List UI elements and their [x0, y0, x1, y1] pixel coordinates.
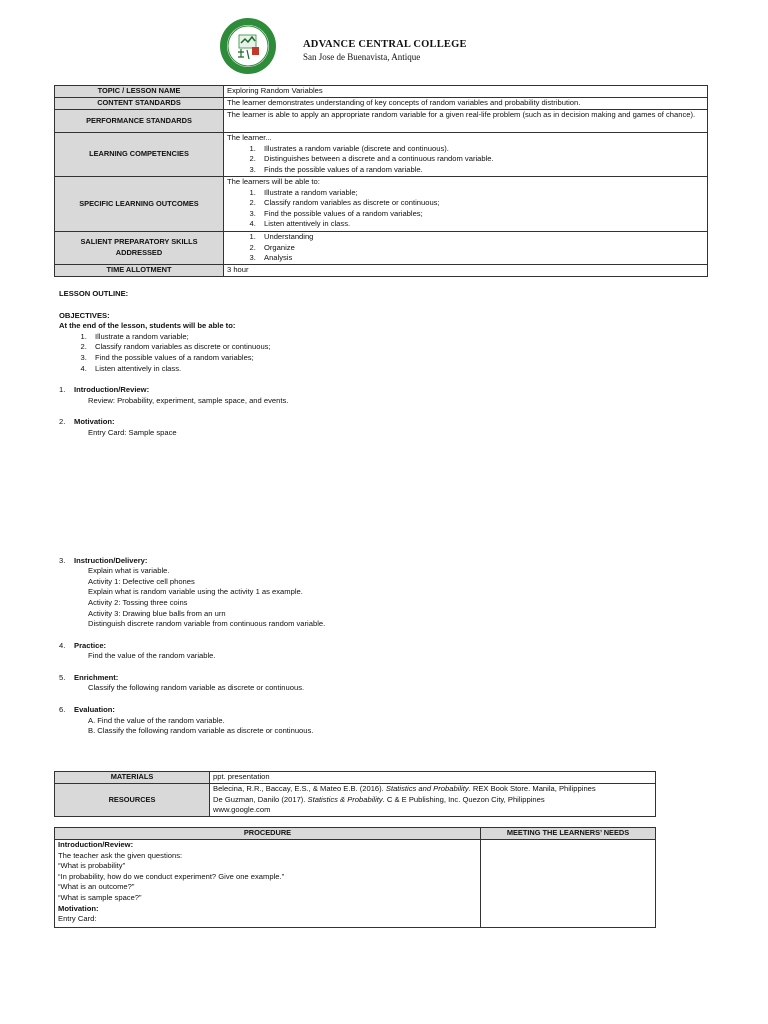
college-name: ADVANCE CENTRAL COLLEGE: [303, 39, 467, 50]
content-standards-row: [55, 98, 708, 110]
competencies-intro: The learner...: [227, 133, 272, 142]
section-number: 1.: [59, 385, 66, 395]
materials-table: [54, 771, 656, 817]
section-motivation: [59, 417, 699, 438]
section-line: Activity 2: Tossing three coins: [88, 597, 188, 607]
time-value: 3 hour: [224, 265, 708, 277]
lesson-outline: [59, 289, 699, 737]
list-item: 4. Listen attentively in class.: [89, 364, 699, 375]
section-line: Classify the following random variable as discrete or continuous.: [88, 683, 305, 693]
time-row: [55, 265, 708, 277]
intro-title: Introduction/Review:: [58, 840, 134, 849]
section-enrichment: [59, 673, 699, 694]
procedure-row: [55, 840, 656, 928]
section-evaluation: [59, 705, 699, 737]
resource-text: De Guzman, Danilo (2017).: [213, 794, 308, 804]
outcomes-intro: The learners will be able to:: [227, 177, 320, 186]
list-item: 1. Illustrates a random variable (discrete and continuous).: [258, 144, 704, 155]
college-location: San Jose de Buenavista, Antique: [303, 52, 421, 62]
section-line: Review: Probability, experiment, sample space, and events.: [88, 395, 289, 405]
procedure-line: “In probability, how do we conduct experiment? Give one example.”: [58, 871, 285, 881]
resource-title: Statistics & Probability: [307, 794, 383, 804]
objectives-list: [59, 332, 699, 374]
section-line: Explain what is variable.: [88, 566, 170, 576]
section-title: Practice:: [74, 640, 107, 650]
resources-label: RESOURCES: [55, 784, 210, 817]
content-standards-value: The learner demonstrates understanding of key concepts of random variables and probability distribution.: [224, 98, 708, 110]
topic-row: [55, 86, 708, 98]
skills-row: [55, 232, 708, 265]
materials-row: [55, 772, 656, 784]
performance-standards-row: [55, 110, 708, 133]
section-line: Find the value of the random variable.: [88, 651, 216, 661]
learners-needs-content: [481, 840, 656, 928]
list-item: 2. Classify random variables as discrete or continuous;: [258, 198, 704, 209]
resource-text: . REX Book Store. Manila, Philippines: [468, 784, 596, 793]
procedure-line: The teacher ask the given questions:: [58, 850, 183, 860]
list-item: 1. Illustrate a random variable;: [258, 188, 704, 199]
skills-value: [224, 232, 708, 265]
list-item: 3. Analysis: [258, 253, 704, 264]
resource-link[interactable]: www.google.com: [213, 805, 271, 815]
outcomes-value: [224, 177, 708, 232]
resource-text: Belecina, R.R., Baccay, E.S., & Mateo E.B. (2016).: [213, 784, 386, 793]
outcomes-row: [55, 177, 708, 232]
lesson-info-table: [54, 85, 708, 277]
outline-heading: LESSON OUTLINE:: [59, 289, 129, 298]
section-instruction: [59, 556, 699, 630]
resource-item: [213, 795, 652, 806]
section-introduction: [59, 385, 699, 406]
list-item: 4. Listen attentively in class.: [258, 219, 704, 230]
objectives-intro: At the end of the lesson, students will be able to:: [59, 321, 236, 331]
list-item: 1. Understanding: [258, 232, 704, 243]
entry-card-line: Entry Card:: [58, 914, 97, 924]
materials-label: MATERIALS: [55, 772, 210, 784]
section-title: Introduction/Review:: [74, 385, 150, 395]
section-number: 3.: [59, 555, 66, 565]
section-line: B. Classify the following random variable as discrete or continuous.: [88, 726, 314, 736]
resources-row: [55, 784, 656, 817]
resource-item: [213, 784, 652, 795]
college-seal-icon: [219, 17, 277, 75]
section-number: 2.: [59, 417, 66, 427]
resource-text: . C & E Publishing, Inc. Quezon City, Philippines: [382, 794, 545, 804]
section-title: Enrichment:: [74, 672, 119, 682]
section-line: A. Find the value of the random variable.: [88, 715, 225, 725]
procedure-line: “What is an outcome?”: [58, 882, 135, 892]
list-item: 2. Classify random variables as discrete or continuous;: [89, 342, 699, 353]
time-label: TIME ALLOTMENT: [55, 265, 224, 277]
resources-value: [210, 784, 656, 817]
procedure-line: “What is probability”: [58, 861, 126, 871]
section-number: 5.: [59, 672, 66, 682]
performance-standards-value: The learner is able to apply an appropriate random variable for a given real-life problem (such as in decision making and games of chance).: [224, 110, 708, 133]
section-line: Activity 1: Defective cell phones: [88, 576, 195, 586]
outcomes-label: SPECIFIC LEARNING OUTCOMES: [55, 177, 224, 232]
outcomes-list: [227, 188, 704, 230]
competencies-list: [227, 144, 704, 176]
objectives-heading: OBJECTIVES:: [59, 310, 110, 320]
competencies-label: LEARNING COMPETENCIES: [55, 133, 224, 177]
list-item: 3. Find the possible values of a random variables;: [89, 353, 699, 364]
topic-label: TOPIC / LESSON NAME: [55, 86, 224, 98]
performance-standards-label: PERFORMANCE STANDARDS: [55, 110, 224, 133]
section-title: Evaluation:: [74, 705, 115, 715]
skills-label: SALIENT PREPARATORY SKILLS ADDRESSED: [55, 232, 224, 265]
section-practice: [59, 641, 699, 662]
motivation-title: Motivation:: [58, 903, 99, 913]
section-line: Entry Card: Sample space: [88, 427, 177, 437]
list-item: 3. Finds the possible values of a random variable.: [258, 165, 704, 176]
section-title: Instruction/Delivery:: [74, 555, 148, 565]
section-line: Distinguish discrete random variable from continuous random variable.: [88, 619, 326, 629]
section-title: Motivation:: [74, 417, 115, 427]
competencies-row: [55, 133, 708, 177]
procedure-table: [54, 827, 656, 928]
procedure-content: [55, 840, 481, 928]
learners-needs-header: MEETING THE LEARNERS’ NEEDS: [481, 828, 656, 840]
materials-value: ppt. presentation: [210, 772, 656, 784]
procedure-line: “What is sample space?”: [58, 892, 142, 902]
procedure-header: PROCEDURE: [55, 828, 481, 840]
skills-list: [227, 232, 704, 264]
topic-value: Exploring Random Variables: [224, 86, 708, 98]
section-number: 6.: [59, 705, 66, 715]
procedure-header-row: [55, 828, 656, 840]
list-item: 1. Illustrate a random variable;: [89, 332, 699, 343]
section-number: 4.: [59, 640, 66, 650]
section-line: Explain what is random variable using the activity 1 as example.: [88, 587, 303, 597]
list-item: 3. Find the possible values of a random variables;: [258, 209, 704, 220]
resource-title: Statistics and Probability: [385, 784, 469, 793]
section-line: Activity 3: Drawing blue balls from an urn: [88, 608, 226, 618]
list-item: 2. Organize: [258, 243, 704, 254]
list-item: 2. Distinguishes between a discrete and a continuous random variable.: [258, 154, 704, 165]
content-standards-label: CONTENT STANDARDS: [55, 98, 224, 110]
competencies-value: [224, 133, 708, 177]
